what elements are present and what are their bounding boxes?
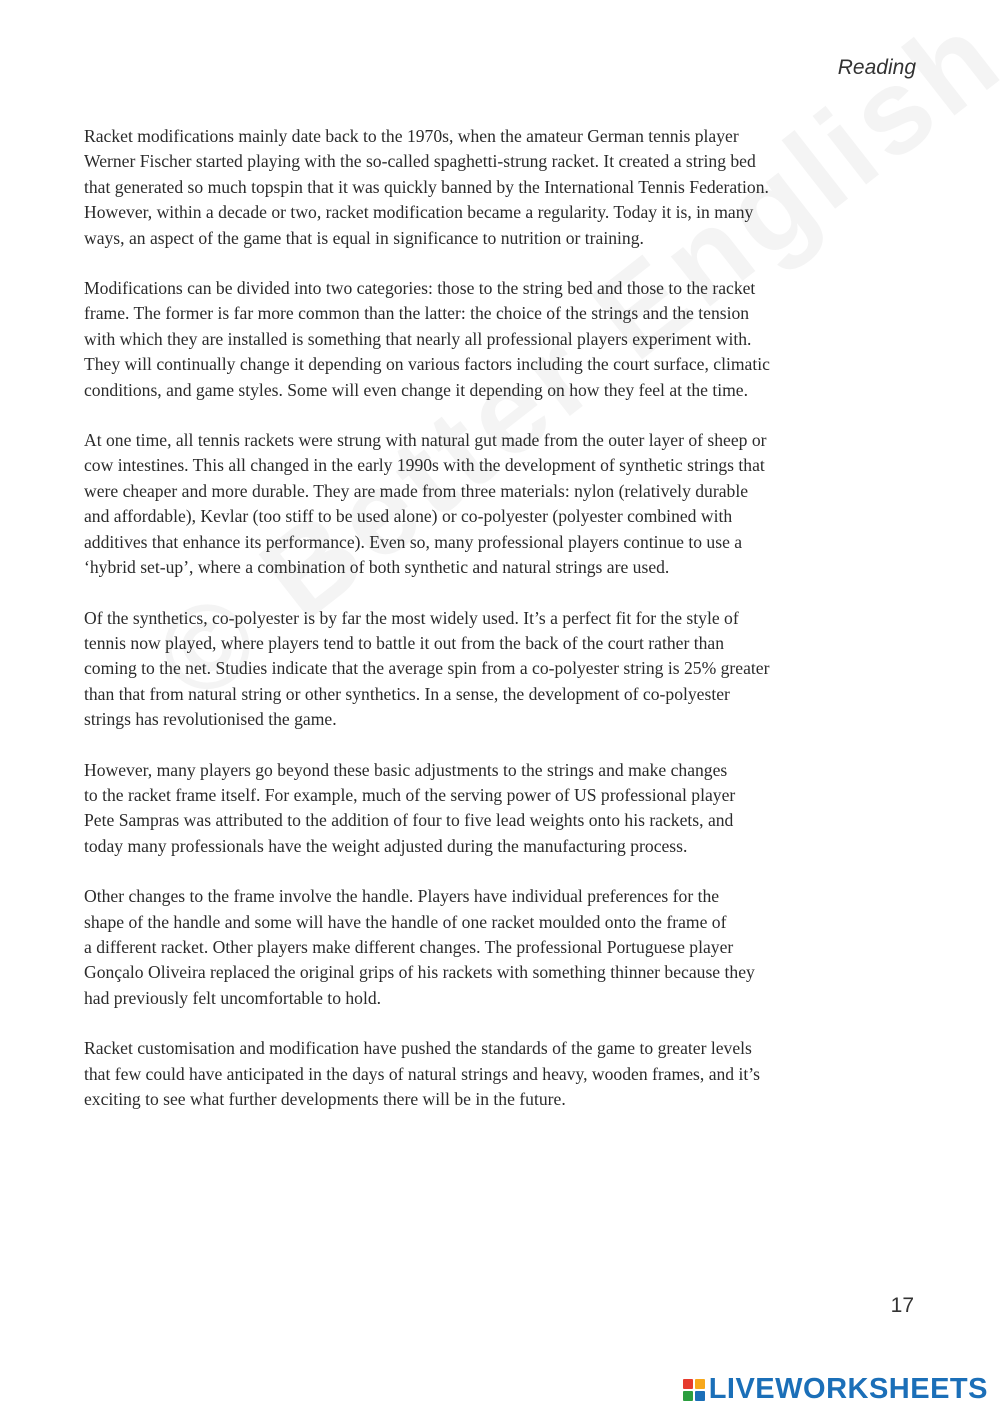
text-line: conditions, and game styles. Some will even change it depending on how they feel at the time.: [84, 379, 749, 400]
logo-tile: [683, 1391, 693, 1401]
paragraph: [84, 124, 930, 251]
text-line: today many professionals have the weight adjusted during the manufacturing process.: [84, 835, 688, 856]
text-line: that generated so much topspin that it was quickly banned by the International Tennis Federation.: [84, 176, 769, 197]
text-line: and affordable), Kevlar (too stiff to be used alone) or co-polyester (polyester combined with: [84, 506, 733, 527]
text-line: Werner Fischer started playing with the so-called spaghetti-strung racket. It created a string bed: [84, 151, 756, 172]
text-line: had previously felt uncomfortable to hold.: [84, 987, 382, 1008]
paragraph: [84, 606, 930, 733]
text-line: were cheaper and more durable. They are made from three materials: nylon (relatively durable: [84, 480, 749, 501]
logo-tile: [695, 1391, 705, 1401]
text-line: frame. The former is far more common than the latter: the choice of the strings and the tension: [84, 303, 750, 324]
logo-tile: [683, 1379, 693, 1389]
text-line: Other changes to the frame involve the handle. Players have individual preferences for the: [84, 886, 720, 907]
paragraph: [84, 884, 930, 1011]
text-line: exciting to see what further developments there will be in the future.: [84, 1089, 566, 1109]
paragraph: [84, 1036, 930, 1112]
text-line: shape of the handle and some will have the handle of one racket moulded onto the frame of: [84, 911, 727, 932]
paragraph: [84, 428, 930, 580]
paragraph: [84, 276, 930, 403]
text-line: with which they are installed is something that nearly all professional players experiment with.: [84, 328, 752, 349]
text-line: to the racket frame itself. For example, much of the serving power of US professional player: [84, 784, 736, 805]
section-header: Reading: [837, 56, 916, 79]
text-line: cow intestines. This all changed in the early 1990s with the development of synthetic strings that: [84, 455, 765, 476]
text-line: tennis now played, where players tend to battle it out from the back of the court rather than: [84, 632, 725, 653]
article-body: [84, 124, 930, 1137]
text-line: ‘hybrid set-up’, where a combination of both synthetic and natural strings are used.: [84, 557, 670, 578]
text-line: that few could have anticipated in the days of natural strings and heavy, wooden frames, and it’s: [84, 1063, 761, 1084]
text-line: However, many players go beyond these basic adjustments to the strings and make changes: [84, 759, 728, 780]
text-line: Pete Sampras was attributed to the addition of four to five lead weights onto his rackets, and: [84, 810, 734, 831]
text-line: ways, an aspect of the game that is equal in significance to nutrition or training.: [84, 227, 644, 248]
liveworksheets-logo[interactable]: [683, 1373, 988, 1406]
liveworksheets-logo-text: LIVEWORKSHEETS: [708, 1373, 988, 1405]
text-line: than that from natural string or other synthetics. In a sense, the development of co-polyester: [84, 683, 730, 704]
text-line: a different racket. Other players make different changes. The professional Portuguese player: [84, 936, 734, 957]
text-line: additives that enhance its performance). Even so, many professional players continue to use a: [84, 531, 743, 552]
text-line: Racket modifications mainly date back to the 1970s, when the amateur German tennis player: [84, 126, 739, 146]
text-line: However, within a decade or two, racket modification became a regularity. Today it is, in many: [84, 202, 754, 223]
text-line: Modifications can be divided into two categories: those to the string bed and those to the racket: [84, 278, 756, 299]
text-line: Gonçalo Oliveira replaced the original grips of his rackets with something thinner because they: [84, 962, 755, 983]
logo-tile: [695, 1379, 705, 1389]
page-number: 17: [890, 1294, 914, 1317]
liveworksheets-logo-icon: [683, 1379, 705, 1401]
text-line: They will continually change it depending on various factors including the court surface, climatic: [84, 354, 770, 375]
text-line: Of the synthetics, co-polyester is by far the most widely used. It’s a perfect fit for the style of: [84, 607, 739, 628]
text-line: Racket customisation and modification have pushed the standards of the game to greater levels: [84, 1038, 752, 1059]
text-line: strings has revolutionised the game.: [84, 709, 337, 730]
paragraph: [84, 758, 930, 860]
text-line: coming to the net. Studies indicate that the average spin from a co-polyester string is 25% greater: [84, 658, 770, 679]
text-line: At one time, all tennis rackets were strung with natural gut made from the outer layer of sheep or: [84, 430, 767, 451]
